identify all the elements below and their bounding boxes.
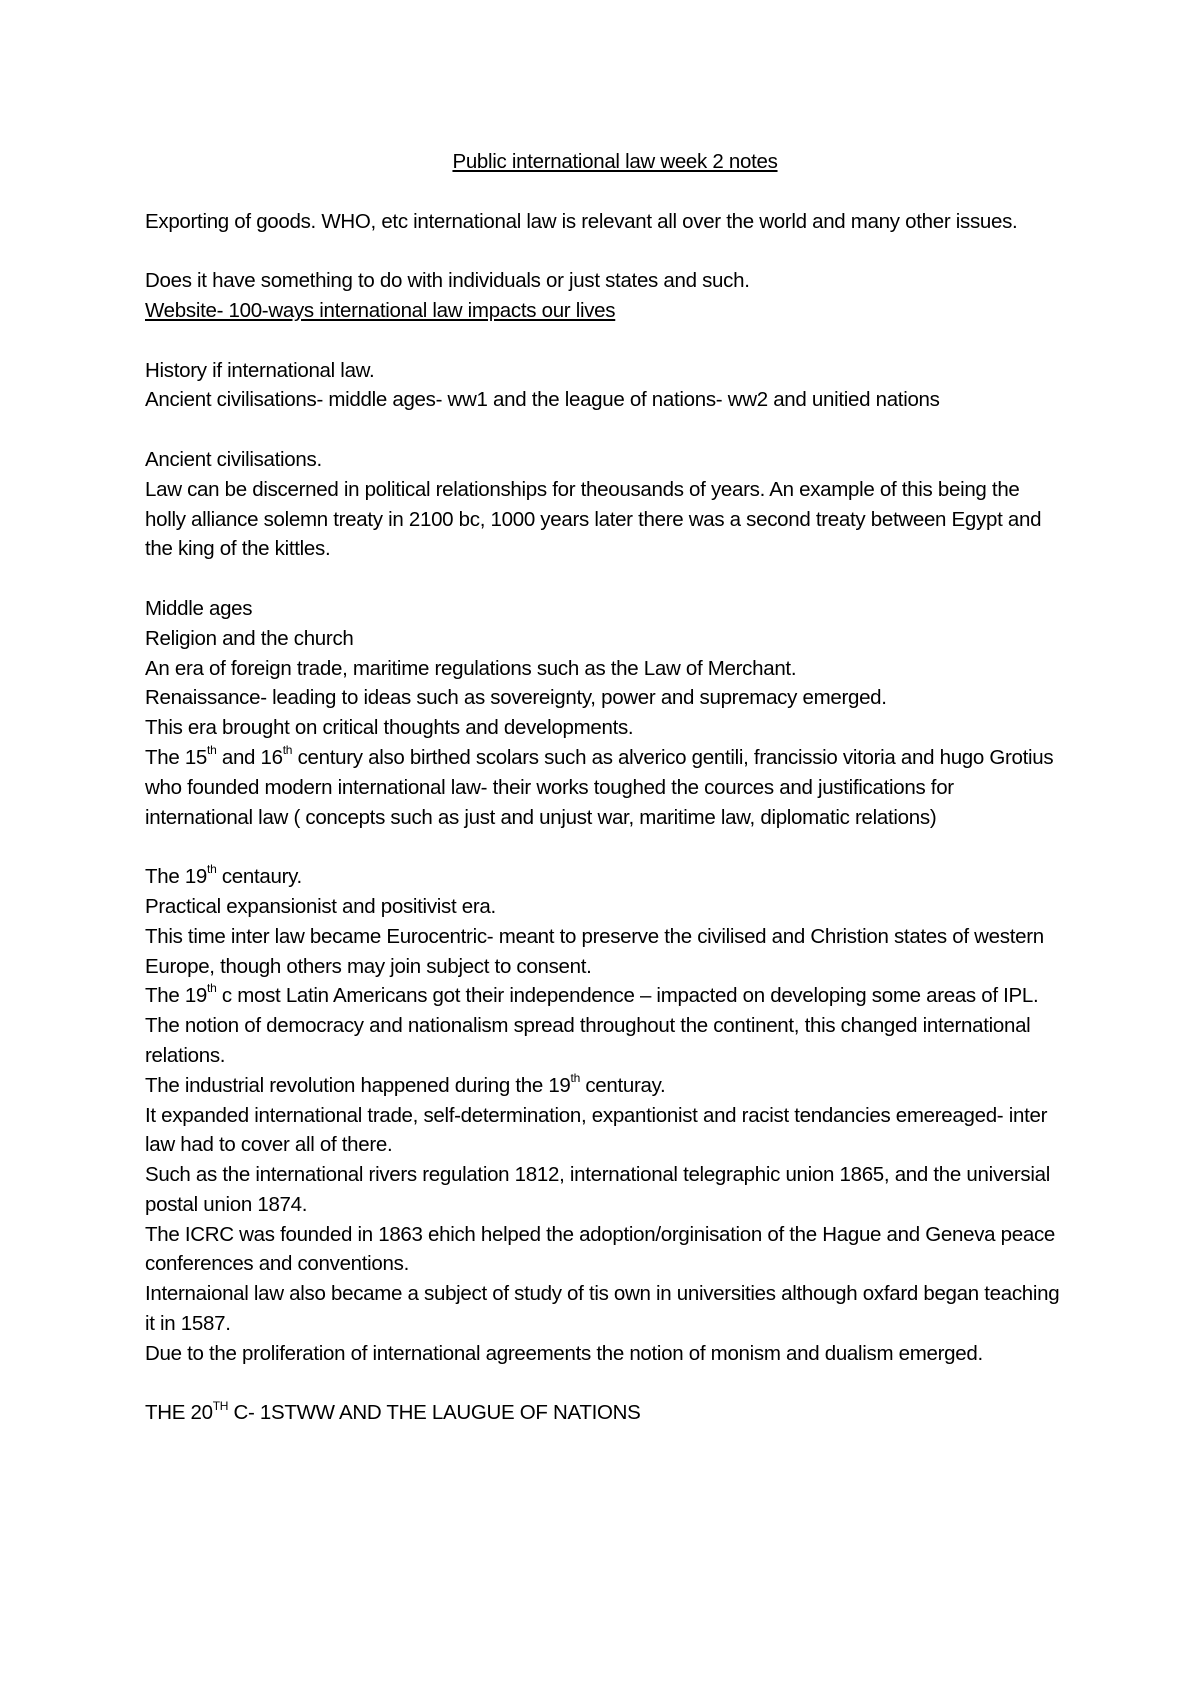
superscript: th [570,1070,580,1085]
c19-line [145,981,1065,1011]
history-heading: History if international law. [145,358,375,382]
question-paragraph: Does it have something to do with individuals or just states and such. [145,269,750,293]
c20-heading [145,1398,1065,1428]
text-run: The 19 [145,865,208,889]
c19-line: Such as the international rivers regulation 1812, international telegraphic union 1865, and the universial postal union 1874. [145,1163,1050,1216]
history-timeline: Ancient civilisations- middle ages- ww1 and the league of nations- ww2 and unitied nations [145,388,940,412]
middle-ages-line: This era brought on critical thoughts and developments. [145,716,634,740]
text-run: centaury. [216,865,302,889]
page-title: Public international law week 2 notes [452,150,778,173]
c19-line [145,1071,1065,1101]
c19-line: Practical expansionist and positivist era. [145,894,496,918]
c19-line: This time inter law became Eurocentric- meant to preserve the civilised and Christion states of western Europe, though others may join subject to consent. [145,924,1044,978]
superscript: th [207,981,217,996]
middle-ages-line: Renaissance- leading to ideas such as sovereignty, power and supremacy emerged. [145,686,887,710]
superscript: th [282,743,293,758]
document-body [145,147,1065,1428]
text-run: and 16 [216,745,283,769]
text-run: century also birthed scolars such as alverico gentili, francissio vitoria and hugo Grotius who founded modern international law- their works toughed the cources and justifications for international law ( concepts such as just and unjust war, maritime law, diplomatic relations) [145,745,1054,829]
c19-line: Internaional law also became a subject of study of tis own in universities although oxfard began teaching it in 1587. [145,1282,1060,1336]
c19-line: It expanded international trade, self-determination, expantionist and racist tendancies emereaged- inter law had to cover all of there. [145,1103,1048,1157]
c19-line: The notion of democracy and nationalism spread throughout the continent, this changed international relations. [145,1014,1031,1067]
middle-ages-line: Religion and the church [145,626,354,650]
text-run: The 15 [145,745,208,769]
ancient-heading: Ancient civilisations. [145,447,322,471]
superscript: th [207,862,217,877]
superscript: th [207,743,217,758]
text-run: c most Latin Americans got their independence – impacted on developing some areas of IPL. [216,984,1039,1008]
text-run: C- 1STWW AND THE LAUGUE OF NATIONS [228,1401,641,1425]
website-link[interactable]: Website- 100-ways international law impacts our lives [145,298,616,322]
middle-ages-heading: Middle ages [145,596,253,620]
text-run: The 19 [145,984,208,1008]
intro-paragraph: Exporting of goods. WHO, etc international law is relevant all over the world and many other issues. [145,209,1018,233]
superscript: TH [212,1398,229,1413]
middle-ages-scholars-paragraph [145,743,1065,832]
middle-ages-line: An era of foreign trade, maritime regulations such as the Law of Merchant. [145,656,797,680]
text-run: centuray. [579,1073,666,1097]
text-run: The industrial revolution happened during the 19 [145,1073,571,1097]
ancient-paragraph: Law can be discerned in political relationships for theousands of years. An example of this being the holly alliance solemn treaty in 2100 bc, 1000 years later there was a second treaty between Egypt and the king of the kittles. [145,477,1042,561]
c19-line: The ICRC was founded in 1863 ehich helped the adoption/orginisation of the Hague and Geneva peace conferences and conventions. [145,1222,1056,1276]
c19-line: Due to the proliferation of international agreements the notion of monism and dualism emerged. [145,1341,983,1365]
c19-heading [145,862,1065,892]
text-run: THE 20 [145,1401,213,1425]
